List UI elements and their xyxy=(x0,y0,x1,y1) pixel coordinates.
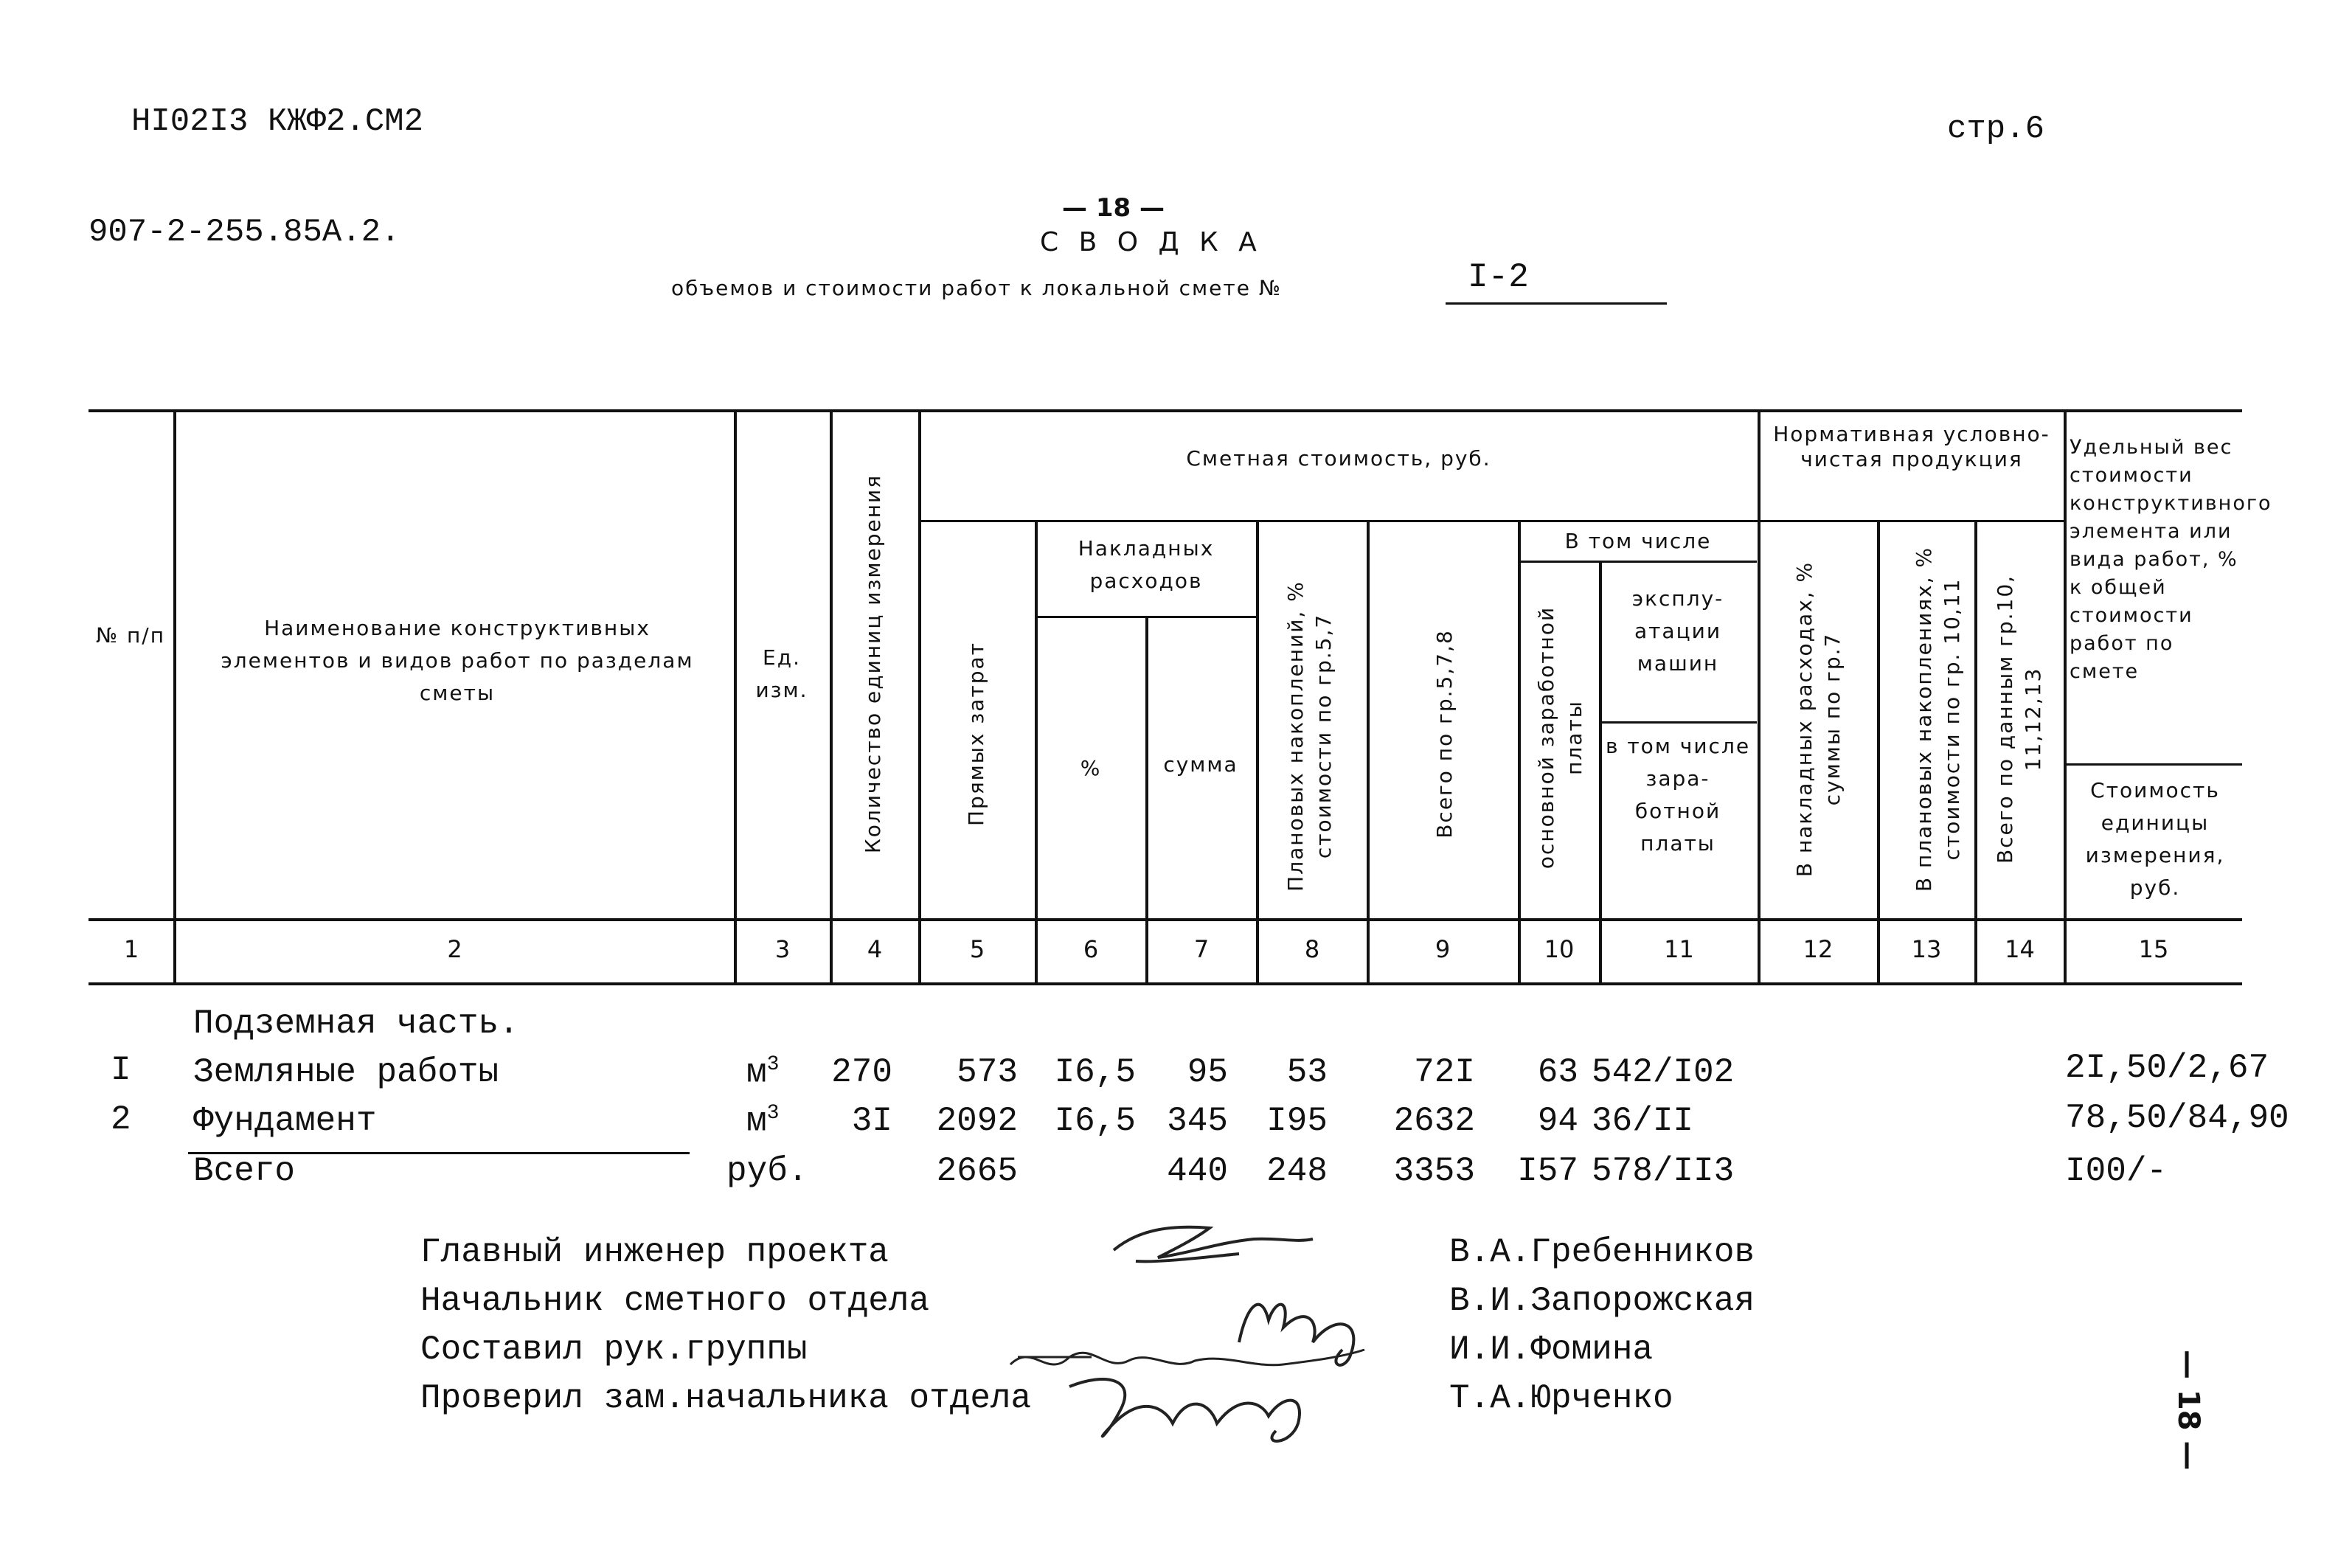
row-pct: I6,5 xyxy=(1054,1053,1136,1092)
handwritten-signature-4 xyxy=(1062,1364,1328,1453)
row-number: I xyxy=(111,1051,131,1089)
header-incl-group: В том числе xyxy=(1564,529,1712,553)
row-pct: I6,5 xyxy=(1054,1102,1136,1140)
total-unit: руб. xyxy=(726,1152,808,1190)
machines-rule xyxy=(1600,721,1757,724)
signature-role: Начальник сметного отдела xyxy=(420,1282,930,1320)
header-col6: % xyxy=(1080,756,1102,780)
project-code: 907-2-255.85А.2. xyxy=(89,214,400,251)
col-divider xyxy=(1974,520,1977,985)
incl-rule xyxy=(1519,561,1757,563)
col-divider xyxy=(830,409,833,985)
col-divider xyxy=(1518,520,1521,985)
row-name: Фундамент xyxy=(193,1102,377,1140)
col-number: 2 xyxy=(447,935,462,963)
row-unit: $м^3$ xyxy=(746,1102,780,1141)
col-number: 10 xyxy=(1544,935,1575,963)
header-col7: сумма xyxy=(1163,752,1238,777)
col-divider xyxy=(1256,520,1259,985)
col-number: 12 xyxy=(1803,935,1834,963)
col-divider xyxy=(734,409,737,985)
row-direct: 573 xyxy=(957,1053,1018,1092)
col-number: 7 xyxy=(1193,935,1210,963)
header-col1: № п/п xyxy=(95,623,166,648)
handwritten-signature-1 xyxy=(1106,1210,1328,1283)
header-col5: Прямых затрат xyxy=(964,642,988,826)
page-label: стр.6 xyxy=(1947,111,2045,148)
col-divider xyxy=(1035,520,1038,985)
total-share: I00/- xyxy=(2065,1152,2168,1190)
row-plan: 53 xyxy=(1286,1053,1328,1092)
row-wage: 94 xyxy=(1537,1102,1578,1140)
signature-role: Проверил зам.начальника отдела xyxy=(420,1379,1032,1418)
signature-role: Составил рук.группы xyxy=(420,1331,808,1369)
total-name: Всего xyxy=(193,1152,296,1190)
signature-name: В.А.Гребенников xyxy=(1449,1233,1755,1272)
header-col14: Всего по данным гр.10, 11,12,13 xyxy=(1993,574,2045,864)
cost-group-rule xyxy=(920,520,1767,522)
row-number: 2 xyxy=(111,1100,131,1139)
row-sum: 345 xyxy=(1167,1102,1228,1140)
col-divider xyxy=(2064,409,2067,985)
total-sum: 440 xyxy=(1167,1152,1228,1190)
col-number: 15 xyxy=(2138,935,2169,963)
header-col9: Всего по гр.5,7,8 xyxy=(1432,629,1457,839)
header-bottom-rule xyxy=(89,918,2242,921)
row-unit: $м^3$ xyxy=(746,1053,780,1092)
col-divider xyxy=(1599,561,1602,985)
numbers-bottom-rule xyxy=(89,982,2242,985)
col-number: 4 xyxy=(867,935,883,963)
header-col11b: в том числе зара-ботной платы xyxy=(1605,734,1751,856)
total-plan: 248 xyxy=(1266,1152,1328,1190)
row-qty: 270 xyxy=(831,1053,892,1092)
row-qty: 3I xyxy=(851,1102,892,1140)
col-divider xyxy=(918,409,921,985)
row-machines: 36/II xyxy=(1592,1102,1694,1140)
total-total: 3353 xyxy=(1393,1152,1475,1190)
col-divider xyxy=(1758,409,1760,985)
col-number: 14 xyxy=(2005,935,2035,963)
row-sum: 95 xyxy=(1187,1053,1228,1092)
col-number: 8 xyxy=(1304,935,1320,963)
header-col4: Количество единиц измерения xyxy=(861,473,885,854)
total-direct: 2665 xyxy=(936,1152,1018,1190)
estimate-underline xyxy=(1446,302,1667,305)
header-col2: Наименование конструктивных элементов и видов работ по разделам сметы xyxy=(221,616,694,705)
header-col8: Плановых накоплений, % стоимости по гр.5,7 xyxy=(1283,580,1336,892)
signature-name: И.И.Фомина xyxy=(1449,1331,1654,1369)
row-total: 2632 xyxy=(1393,1102,1475,1140)
row-plan: I95 xyxy=(1266,1102,1328,1140)
col-number: 5 xyxy=(969,935,985,963)
row-name: Земляные работы xyxy=(193,1053,499,1092)
col-number: 11 xyxy=(1664,935,1694,963)
norm-group-rule xyxy=(1764,520,2067,522)
col-divider xyxy=(1367,520,1370,985)
section-title: Подземная часть. xyxy=(193,1005,519,1043)
row-share: 78,50/84,90 xyxy=(2065,1099,2289,1137)
total-wage: I57 xyxy=(1517,1152,1578,1190)
row-direct: 2092 xyxy=(936,1102,1018,1140)
total-machines: 578/II3 xyxy=(1592,1152,1735,1190)
header-col13: В плановых накоплениях, % стоимости по гр. 10,11 xyxy=(1912,546,1964,892)
row-machines: 542/I02 xyxy=(1592,1053,1735,1092)
header-col15b: Стоимость единицы измерения, руб. xyxy=(2085,778,2225,900)
header-col15a: Удельный вес стоимости конструктивного элемента или вида работ, % к общей стоимости работ по смете xyxy=(2070,436,2272,683)
signature-role: Главный инженер проекта xyxy=(420,1233,889,1272)
col-number: 6 xyxy=(1083,935,1099,963)
page-mark: — 18 — xyxy=(1062,193,1165,223)
col-number: 3 xyxy=(774,935,791,963)
row-wage: 63 xyxy=(1537,1053,1578,1092)
col-divider xyxy=(1145,616,1148,985)
signature-name: Т.А.Юрченко xyxy=(1449,1379,1673,1418)
header-norm-group: Нормативная условно-чистая продукция xyxy=(1773,422,2050,471)
row-share: 2I,50/2,67 xyxy=(2065,1049,2269,1087)
header-col10: основной заработной платы xyxy=(1534,606,1586,870)
header-cost-group: Сметная стоимость, руб. xyxy=(1186,446,1491,471)
side-page-mark: — 18 — xyxy=(2171,1350,2205,1471)
col15-split-rule xyxy=(2067,763,2242,766)
col-number: 13 xyxy=(1911,935,1942,963)
table-top-rule xyxy=(89,409,2242,412)
col-number: 9 xyxy=(1435,935,1451,963)
header-col12: В накладных расходах, % суммы по гр.7 xyxy=(1792,561,1845,878)
signature-name: В.И.Запорожская xyxy=(1449,1282,1755,1320)
col-divider xyxy=(1877,520,1880,985)
col-number: 1 xyxy=(123,935,139,963)
estimate-number: I-2 xyxy=(1468,258,1529,296)
header-col11a: эксплу-атации машин xyxy=(1631,586,1724,676)
header-overhead-group: Накладных расходов xyxy=(1078,536,1215,593)
header-col3: Ед. изм. xyxy=(755,645,808,702)
row-total: 72I xyxy=(1414,1053,1475,1092)
col-divider xyxy=(173,409,176,985)
document-subtitle: объемов и стоимости работ к локальной смете № xyxy=(671,276,1282,300)
document-title: С В О Д К А xyxy=(1040,227,1263,257)
document-code: HI02I3 КЖФ2.СМ2 xyxy=(131,103,424,140)
